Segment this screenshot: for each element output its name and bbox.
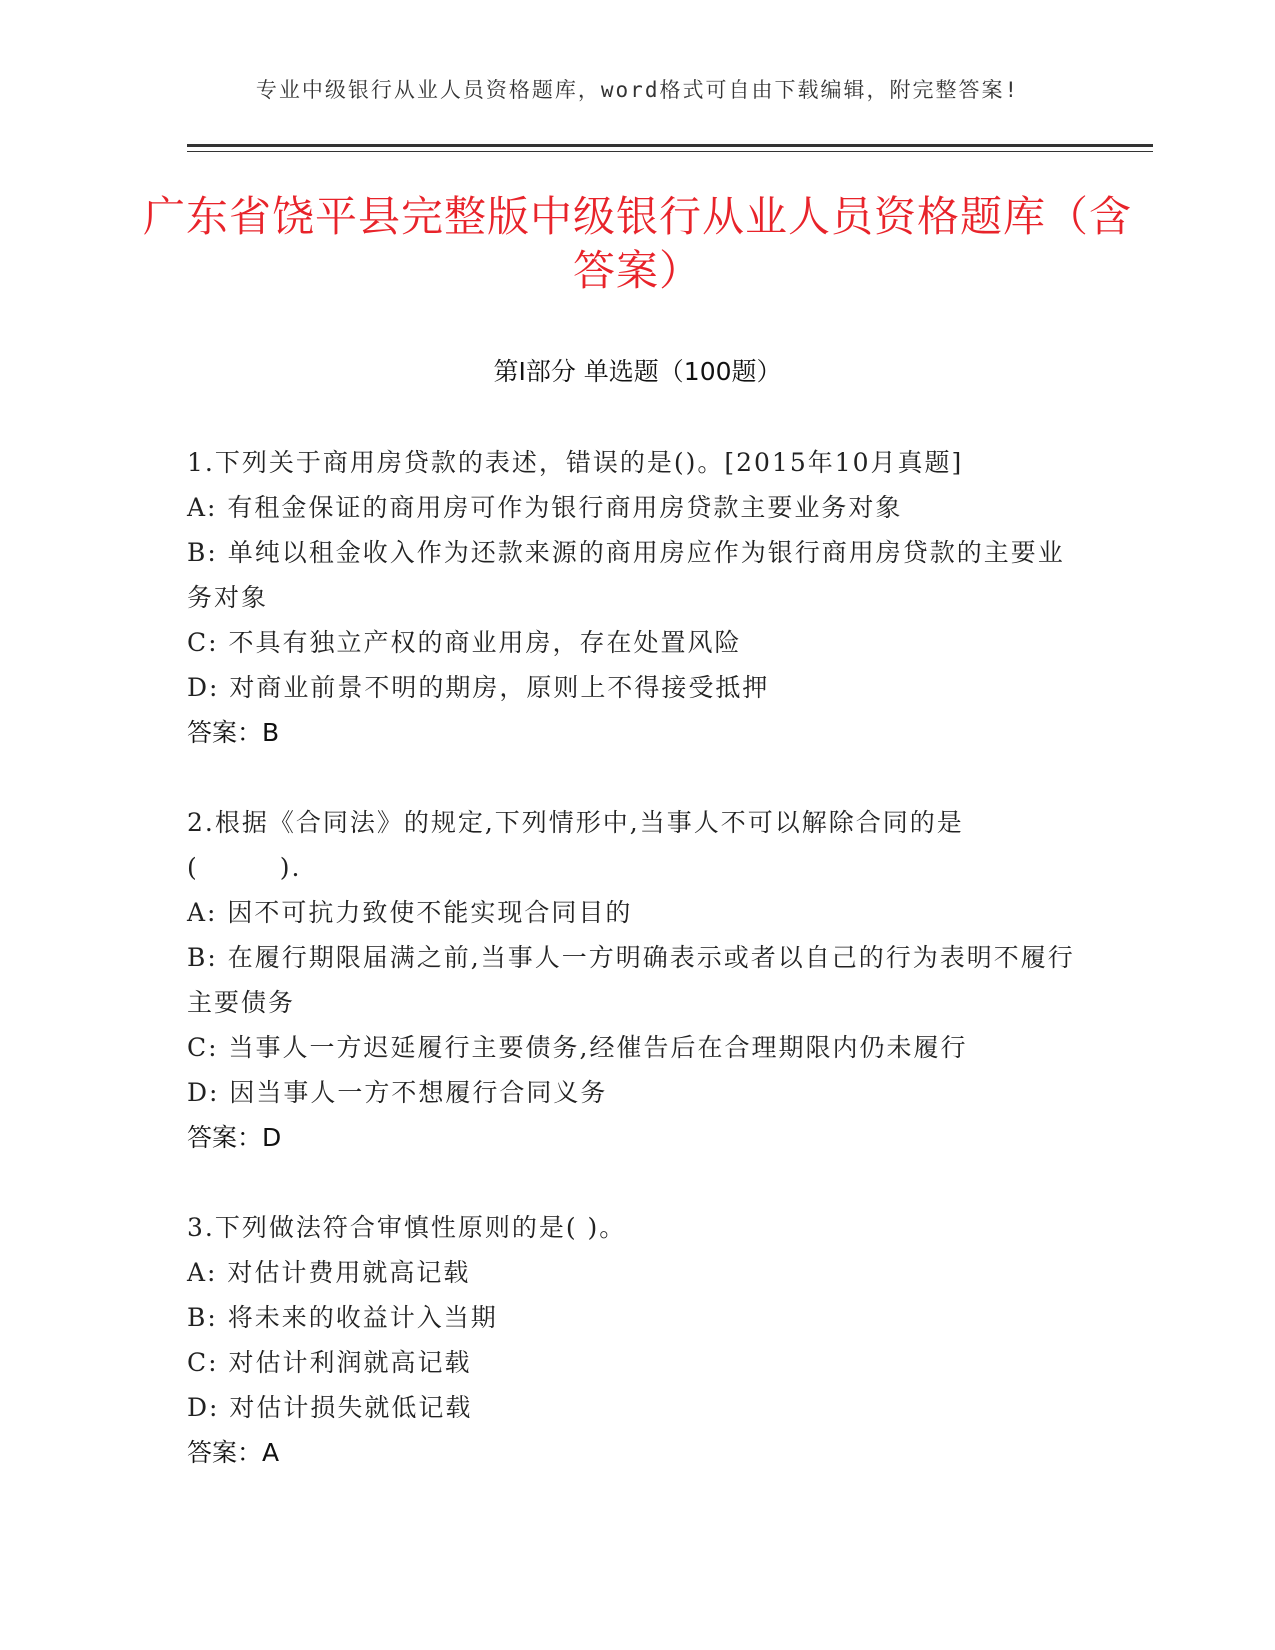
question-stem: 1.下列关于商用房贷款的表述，错误的是()。[2015年10月真题] — [187, 448, 964, 477]
option-d: D: 对估计损失就低记载 — [187, 1393, 473, 1422]
question-stem: 3.下列做法符合审慎性原则的是( )。 — [187, 1213, 627, 1242]
answer: 答案：D — [187, 1123, 282, 1152]
answer: 答案：A — [187, 1438, 280, 1467]
option-c: C: 对估计利润就高记载 — [187, 1348, 472, 1377]
option-b: B: 在履行期限届满之前,当事人一方明确表示或者以自己的行为表明不履行主要债务 — [187, 943, 1075, 1017]
option-c: C: 不具有独立产权的商业用房，存在处置风险 — [187, 628, 742, 657]
question-2 — [187, 800, 1077, 1160]
question-1 — [187, 440, 1077, 755]
option-a: A: 有租金保证的商用房可作为银行商用房贷款主要业务对象 — [187, 493, 903, 522]
question-stem: 2.根据《合同法》的规定,下列情形中,当事人不可以解除合同的是( ). — [187, 808, 964, 882]
header-note: 专业中级银行从业人员资格题库，word格式可自由下载编辑，附完整答案! — [255, 78, 1020, 102]
question-list — [187, 440, 1077, 1520]
option-b: B: 单纯以租金收入作为还款来源的商用房应作为银行商用房贷款的主要业务对象 — [187, 538, 1065, 612]
option-a: A: 因不可抗力致使不能实现合同目的 — [187, 898, 633, 927]
document-title: 广东省饶平县完整版中级银行从业人员资格题库（含答案） — [142, 192, 1132, 295]
header-rule-thin — [187, 151, 1153, 152]
answer: 答案：B — [187, 718, 280, 747]
question-3 — [187, 1205, 1077, 1475]
header-rule-thick — [187, 144, 1153, 147]
option-c: C: 当事人一方迟延履行主要债务,经催告后在合理期限内仍未履行 — [187, 1033, 968, 1062]
option-b: B: 将未来的收益计入当期 — [187, 1303, 498, 1332]
option-d: D: 因当事人一方不想履行合同义务 — [187, 1078, 608, 1107]
section-title: 第Ⅰ部分 单选题（100题） — [493, 357, 782, 386]
option-a: A: 对估计费用就高记载 — [187, 1258, 471, 1287]
option-d: D: 对商业前景不明的期房，原则上不得接受抵押 — [187, 673, 770, 702]
